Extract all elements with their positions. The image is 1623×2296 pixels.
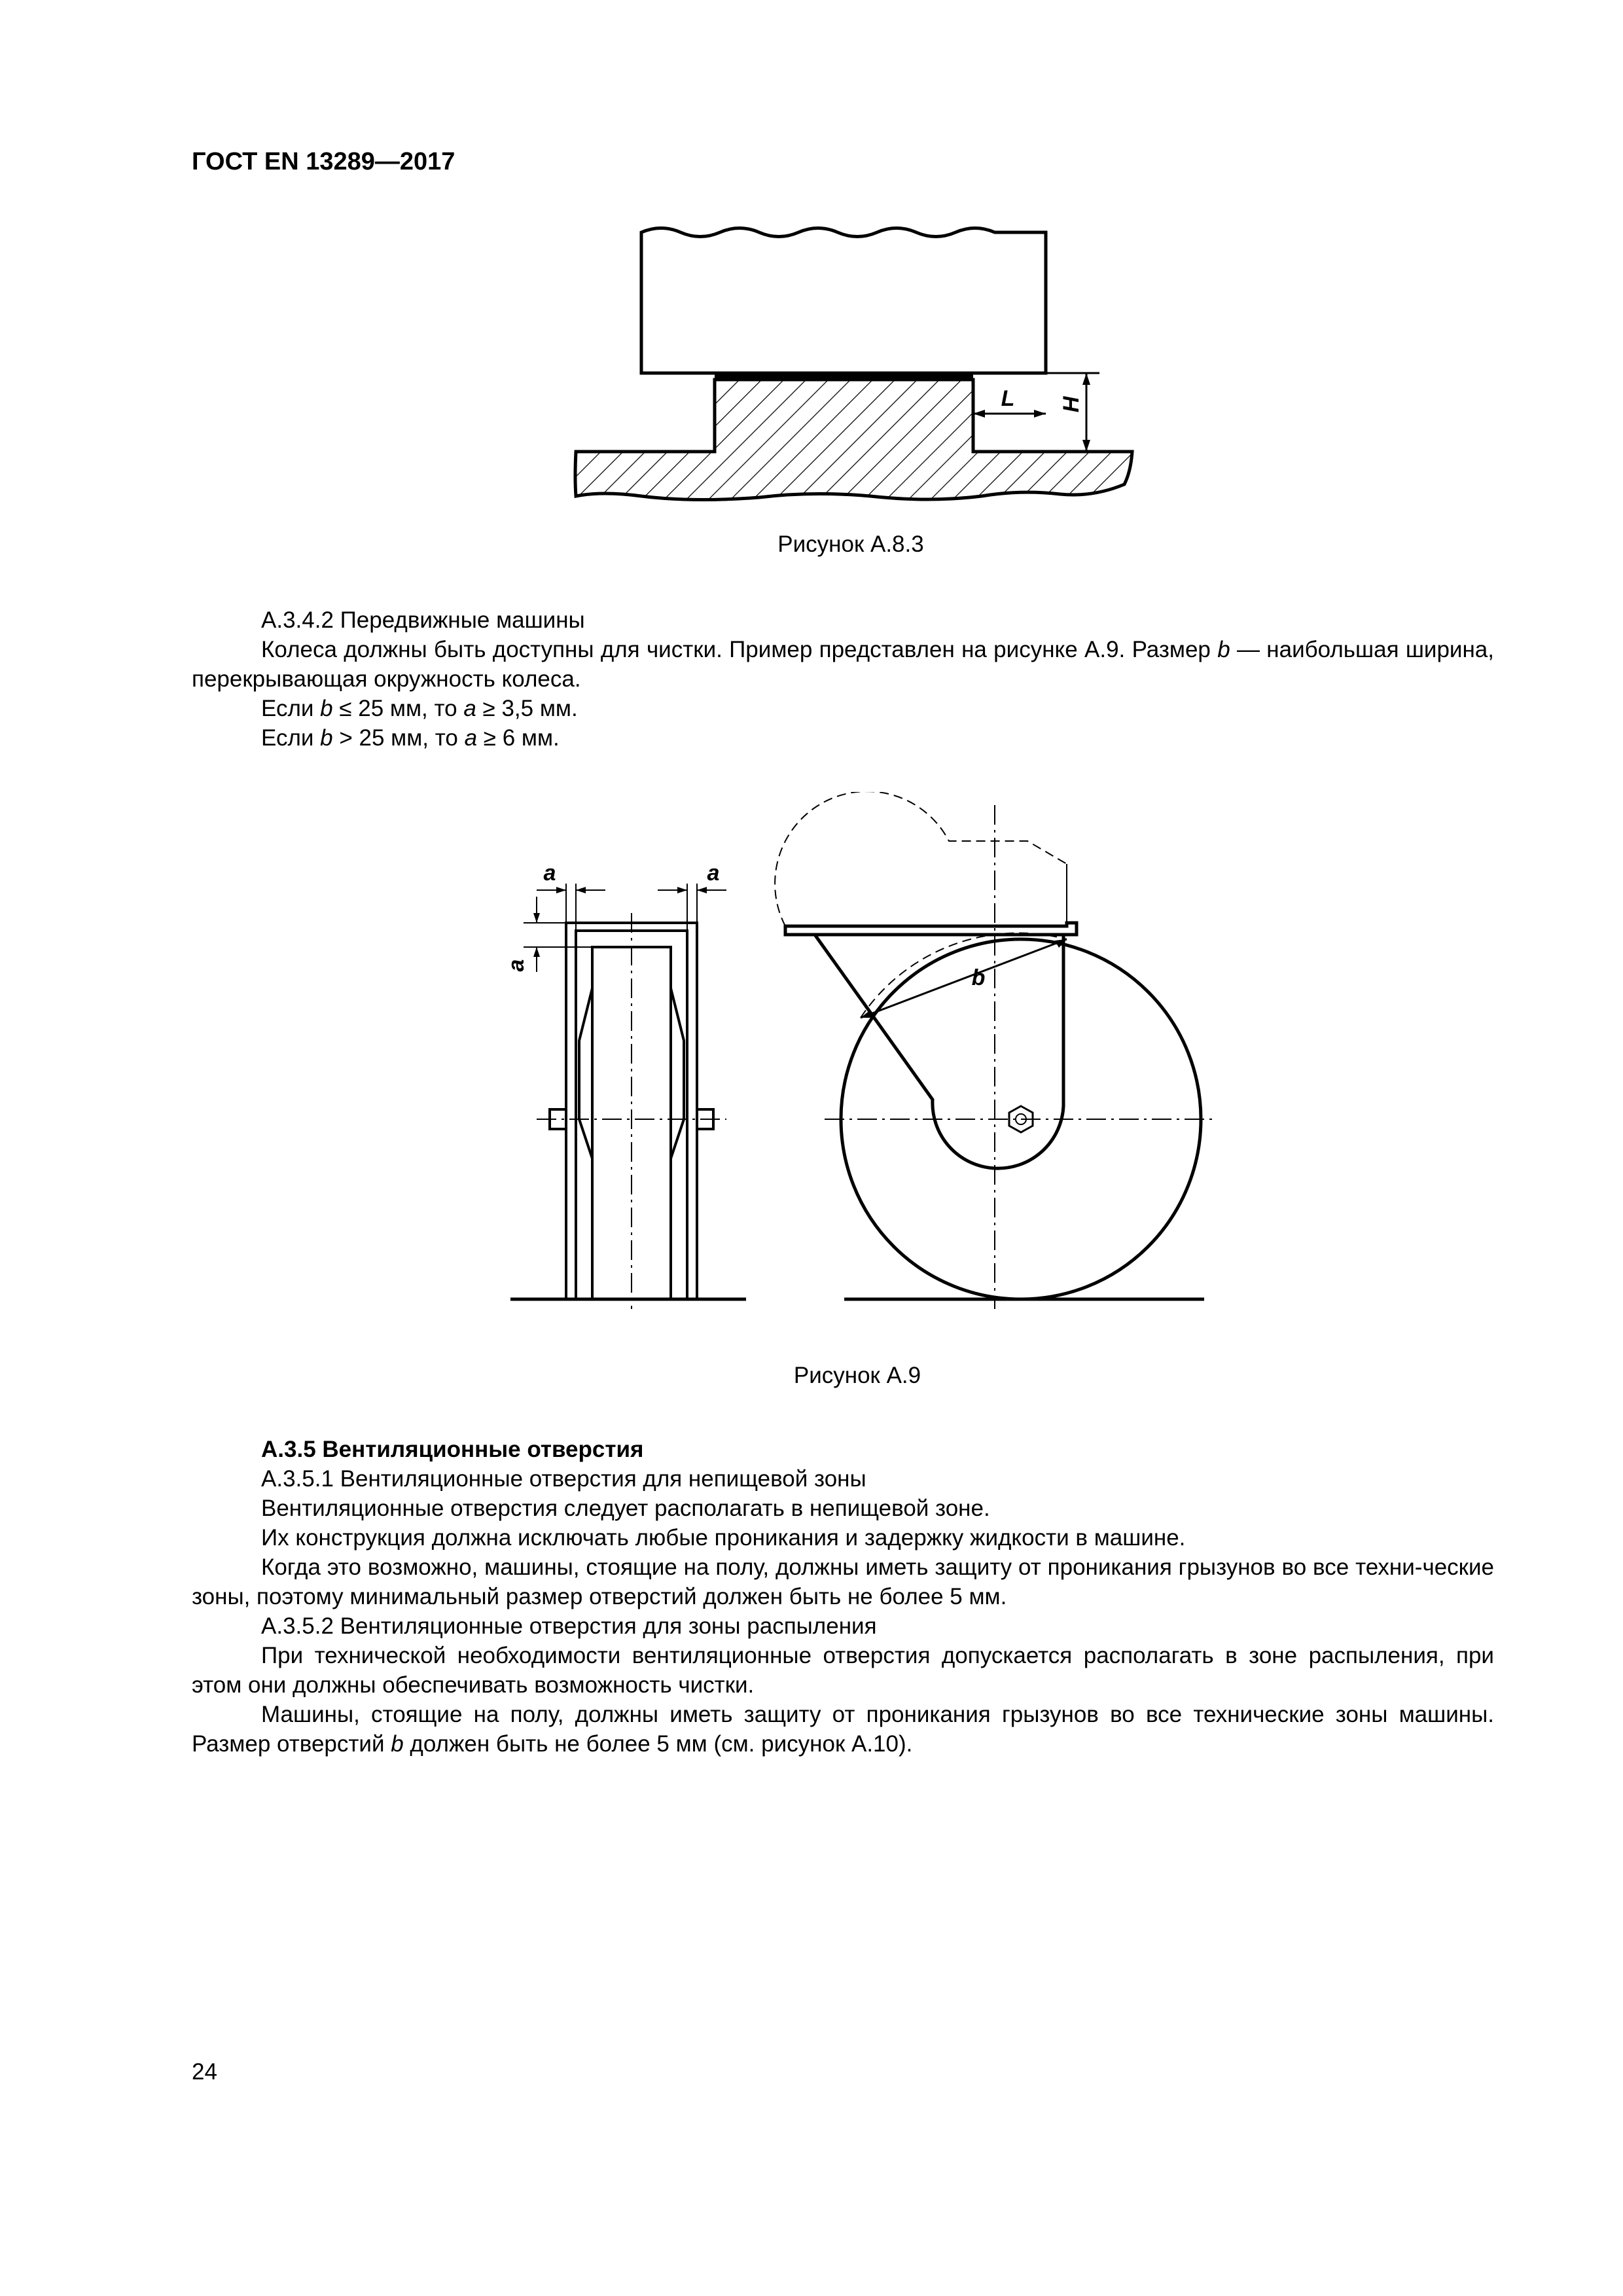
heading-a352: А.3.5.2 Вентиляционные отверстия для зоны распыления	[261, 1613, 877, 1639]
heading-a342: А.3.4.2 Передвижные машины	[261, 607, 585, 633]
heading-a35: А.3.5 Вентиляционные отверстия	[261, 1437, 644, 1462]
label-a-top-right: a	[707, 861, 720, 886]
label-b: b	[971, 965, 986, 990]
caption-a-9: Рисунок А.9	[793, 1363, 921, 1388]
section-a342	[192, 605, 1494, 753]
base-section	[575, 380, 1132, 500]
figure-a-9	[497, 792, 1217, 1335]
seal-strip	[715, 373, 973, 381]
para-a352-2: Машины, стоящие на полу, должны иметь защиту от проникания грызунов во все технические зоны машины. Размер отверстий b должен быть не более 5 мм (см. рисунок А.10).	[192, 1702, 1494, 1757]
page-number: 24	[192, 2059, 217, 2085]
document-header: ГОСТ EN 13289—2017	[192, 148, 455, 175]
heading-a351: А.3.5.1 Вентиляционные отверстия для непищевой зоны	[261, 1466, 866, 1492]
machine-body	[641, 228, 1046, 374]
label-h: H	[1059, 396, 1084, 413]
figure-a-8-3	[563, 223, 1139, 530]
section-a35	[192, 1435, 1494, 1759]
para-a351-1: Вентиляционные отверстия следует располагать в непищевой зоне.	[261, 1496, 990, 1521]
label-a-top-left: a	[543, 861, 556, 886]
para-a342-2: Если b ≤ 25 мм, то a ≥ 3,5 мм.	[261, 696, 578, 721]
fork-plate	[785, 923, 1077, 935]
fork-arm	[815, 935, 1063, 1168]
para-a342-3: Если b > 25 мм, то a ≥ 6 мм.	[261, 725, 560, 751]
caption-a-8-3: Рисунок А.8.3	[777, 531, 924, 557]
para-a342-1: Колеса должны быть доступны для чистки. Пример представлен на рисунке А.9. Размер b — наибольшая ширина, перекрывающая окружность колеса.	[192, 637, 1494, 692]
label-l: L	[1001, 386, 1015, 411]
para-a351-3: Когда это возможно, машины, стоящие на полу, должны иметь защиту от проникания грызунов во все техни-ческие зоны, поэтому минимальный размер отверстий должен быть не более 5 мм.	[192, 1554, 1494, 1609]
para-a351-2: Их конструкция должна исключать любые проникания и задержку жидкости в машине.	[261, 1525, 1186, 1551]
label-a-left: a	[504, 959, 529, 972]
para-a352-1: При технической необходимости вентиляционные отверстия допускается располагать в зоне распыления, при этом они должны обеспечивать возможность чистки.	[192, 1643, 1494, 1698]
